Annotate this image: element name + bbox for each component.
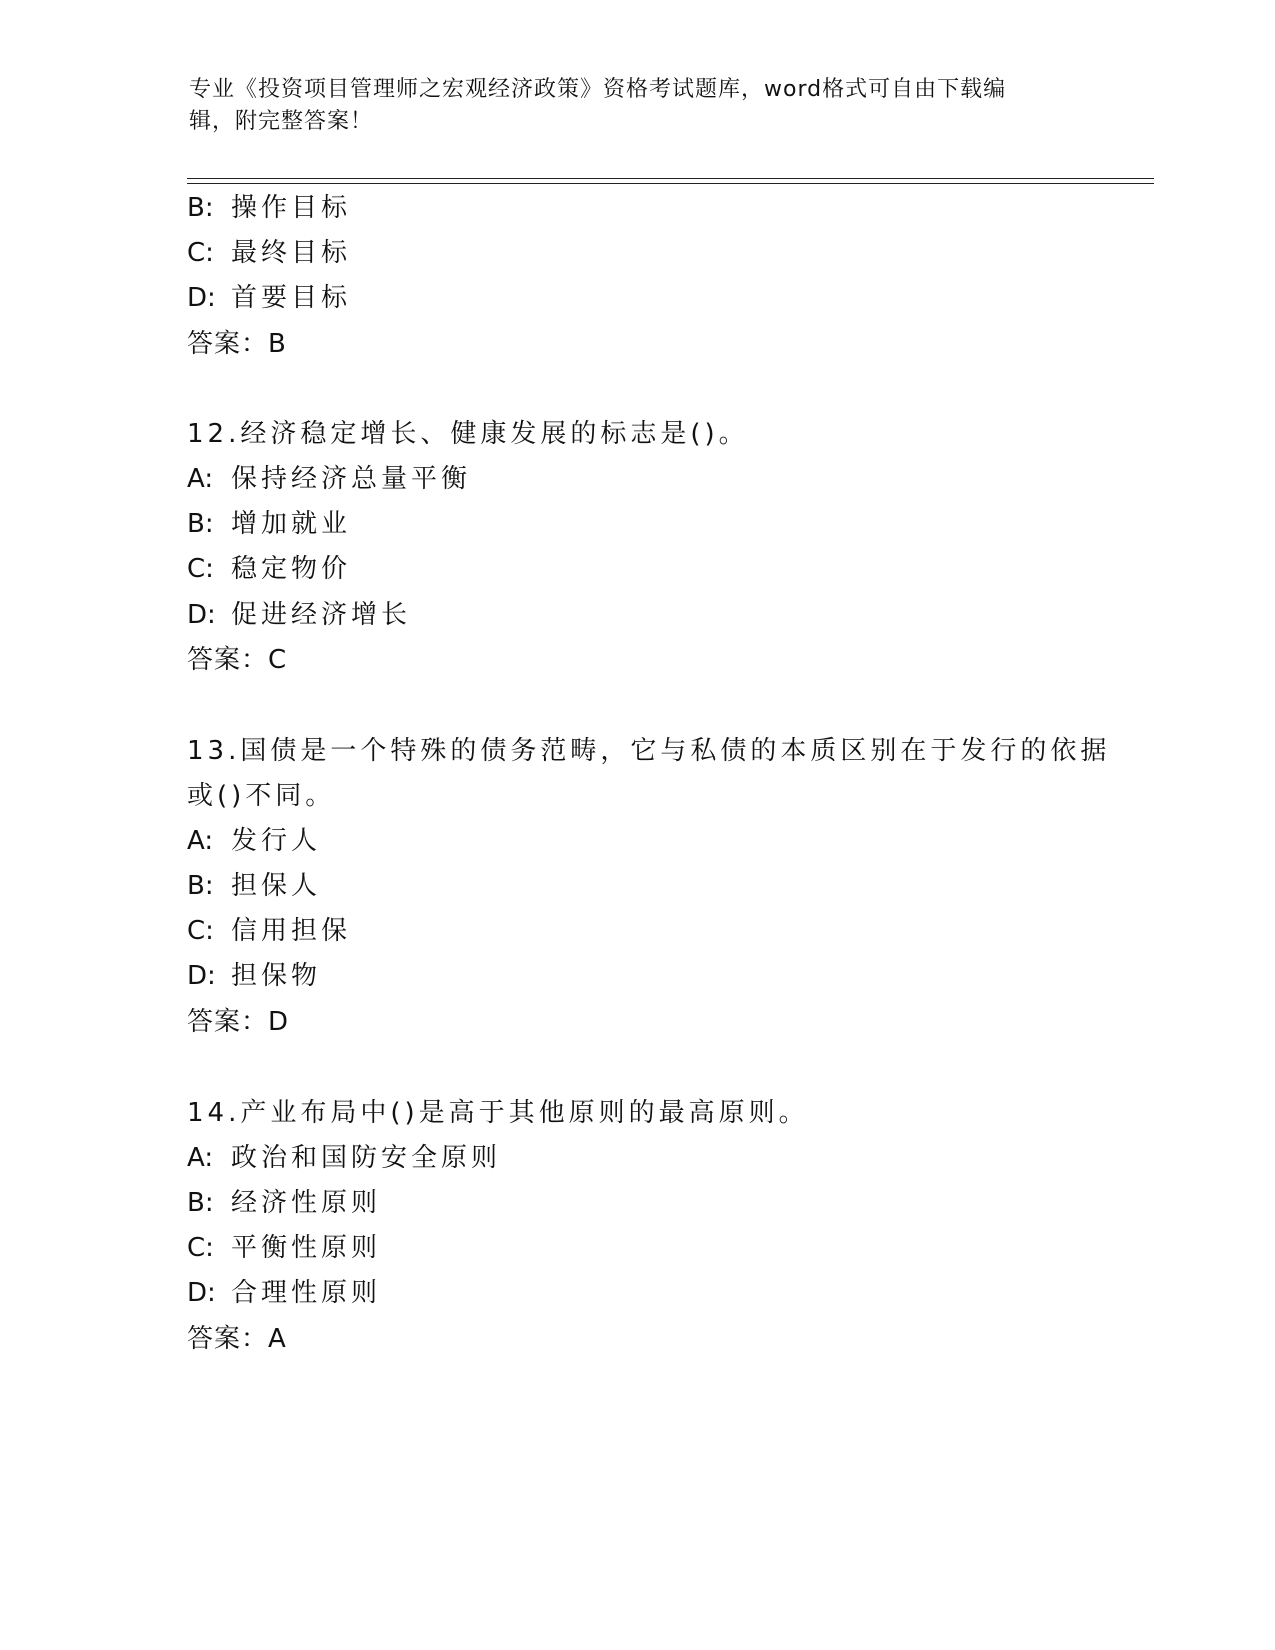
answer-line: 答案：C bbox=[187, 645, 288, 675]
option-b bbox=[187, 1186, 381, 1220]
option-c bbox=[187, 914, 351, 948]
question-13-stem-line-2: 或()不同。 bbox=[187, 781, 336, 811]
option-text: 担保物 bbox=[231, 961, 322, 991]
option-text: 平衡性原则 bbox=[231, 1233, 382, 1263]
answer-line: 答案：A bbox=[187, 1324, 287, 1354]
option-text: 担保人 bbox=[231, 871, 322, 901]
option-key: A: bbox=[187, 464, 214, 494]
option-key: B: bbox=[187, 193, 214, 223]
option-a bbox=[187, 462, 471, 496]
option-key: D: bbox=[187, 600, 216, 630]
option-key: D: bbox=[187, 283, 216, 313]
option-text: 增加就业 bbox=[231, 509, 352, 539]
option-key: D: bbox=[187, 961, 216, 991]
option-c bbox=[187, 1231, 381, 1265]
answer-line: 答案：D bbox=[187, 1007, 290, 1037]
option-d bbox=[187, 959, 321, 993]
option-a bbox=[187, 1141, 501, 1175]
document-header bbox=[189, 74, 1069, 138]
option-text: 最终目标 bbox=[231, 238, 352, 268]
option-key: B: bbox=[187, 509, 214, 539]
option-d bbox=[187, 1276, 381, 1310]
option-text: 政治和国防安全原则 bbox=[231, 1143, 502, 1173]
option-text: 操作目标 bbox=[231, 193, 352, 223]
option-b bbox=[187, 507, 351, 541]
header-line-2: 辑，附完整答案！ bbox=[189, 109, 374, 134]
option-d bbox=[187, 281, 351, 315]
option-key: C: bbox=[187, 238, 214, 268]
option-key: A: bbox=[187, 1143, 214, 1173]
option-b bbox=[187, 869, 321, 903]
option-key: A: bbox=[187, 826, 214, 856]
option-text: 经济性原则 bbox=[231, 1188, 382, 1218]
option-d bbox=[187, 598, 411, 632]
option-text: 促进经济增长 bbox=[231, 600, 412, 630]
option-key: C: bbox=[187, 916, 214, 946]
option-key: B: bbox=[187, 1188, 214, 1218]
question-13-stem-line-1: 13.国债是一个特殊的债务范畴，它与私债的本质区别在于发行的依据 bbox=[187, 736, 1111, 766]
option-c bbox=[187, 552, 351, 586]
option-key: C: bbox=[187, 554, 214, 584]
option-b bbox=[187, 191, 351, 225]
question-12-stem: 12.经济稳定增长、健康发展的标志是()。 bbox=[187, 419, 749, 449]
option-key: B: bbox=[187, 871, 214, 901]
header-line-1: 专业《投资项目管理师之宏观经济政策》资格考试题库，word格式可自由下载编 bbox=[189, 77, 1007, 102]
option-text: 稳定物价 bbox=[231, 554, 352, 584]
option-key: C: bbox=[187, 1233, 214, 1263]
header-divider-bottom bbox=[187, 183, 1154, 184]
answer-line: 答案：B bbox=[187, 329, 287, 359]
option-text: 信用担保 bbox=[231, 916, 352, 946]
option-text: 合理性原则 bbox=[231, 1278, 382, 1308]
option-text: 保持经济总量平衡 bbox=[231, 464, 472, 494]
option-text: 首要目标 bbox=[231, 283, 352, 313]
option-key: D: bbox=[187, 1278, 216, 1308]
option-text: 发行人 bbox=[231, 826, 322, 856]
header-divider-top bbox=[187, 178, 1154, 179]
option-a bbox=[187, 824, 321, 858]
option-c bbox=[187, 236, 351, 270]
question-14-stem: 14.产业布局中()是高于其他原则的最高原则。 bbox=[187, 1098, 809, 1128]
